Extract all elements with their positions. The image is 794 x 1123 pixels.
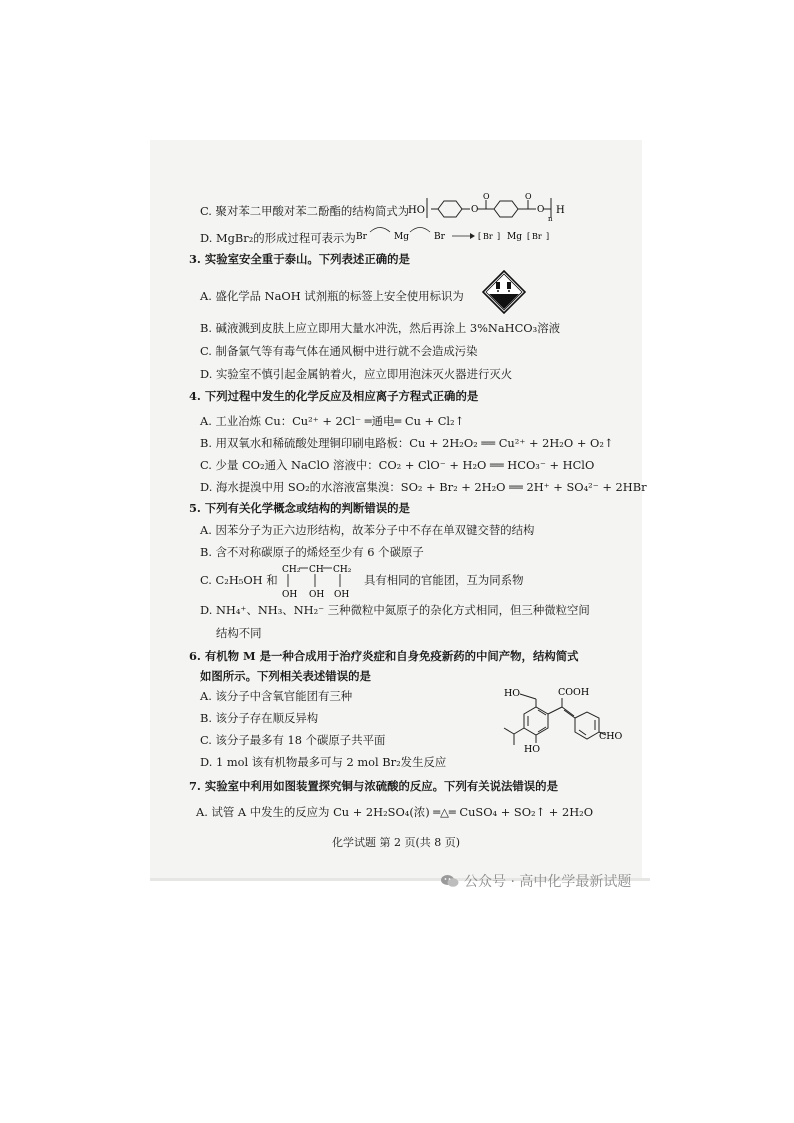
svg-text:O: O bbox=[537, 205, 545, 215]
svg-text:CHO: CHO bbox=[599, 731, 623, 742]
page-footer: 化学试题 第 2 页(共 8 页) bbox=[332, 836, 461, 849]
q5-option-c-tail: 具有相同的官能团，互为同系物 bbox=[364, 573, 524, 587]
q3-option-c: C. 制备氯气等有毒气体在通风橱中进行就不会造成污染 bbox=[200, 344, 478, 358]
q6-option-b: B. 该分子存在顺反异构 bbox=[200, 711, 319, 725]
svg-text:HO: HO bbox=[408, 205, 425, 216]
svg-text:CH₂: CH₂ bbox=[282, 565, 301, 575]
corrosive-hazard-icon bbox=[482, 270, 526, 314]
svg-text:]: ] bbox=[497, 232, 501, 241]
q5-option-c-lead: C. C₂H₅OH 和 bbox=[200, 573, 278, 587]
q7-option-a: A. 试管 A 中发生的反应为 Cu + 2H₂SO₄(浓) ═△═ CuSO₄ + SO₂↑ + 2H₂O bbox=[196, 805, 594, 819]
watermark: 公众号 · 高中化学最新试题 bbox=[440, 871, 631, 891]
svg-text:Br: Br bbox=[483, 232, 493, 241]
wechat-icon bbox=[440, 874, 460, 888]
svg-text:CH₂: CH₂ bbox=[333, 565, 352, 575]
q6-stem: 6. 有机物 M 是一种合成用于治疗炎症和自身免疫新药的中间产物，结构简式 bbox=[189, 649, 579, 663]
svg-text:O: O bbox=[471, 205, 479, 215]
q4-stem: 4. 下列过程中发生的化学反应及相应离子方程式正确的是 bbox=[189, 389, 479, 403]
q3-option-d: D. 实验室不慎引起金属钠着火，应立即用泡沫灭火器进行灭火 bbox=[200, 367, 513, 381]
q5-option-a: A. 因苯分子为正六边形结构，故苯分子中不存在单双键交替的结构 bbox=[200, 523, 535, 537]
svg-text:[: [ bbox=[478, 232, 482, 241]
q4-option-d: D. 海水提溴中用 SO₂的水溶液富集溴：SO₂ + Br₂ + 2H₂O ══ 2H⁺ + SO₄²⁻ + 2HBr bbox=[200, 480, 647, 494]
q3-option-a: A. 盛化学品 NaOH 试剂瓶的标签上安全使用标识为 bbox=[200, 289, 464, 303]
q6-option-a: A. 该分子中含氧官能团有三种 bbox=[200, 689, 353, 703]
svg-text:Mg: Mg bbox=[394, 232, 409, 242]
svg-text:]: ] bbox=[546, 232, 550, 241]
svg-text:Br: Br bbox=[356, 232, 367, 242]
svg-text:Br: Br bbox=[434, 232, 445, 242]
svg-text:CH: CH bbox=[309, 565, 324, 575]
compound-m-structure bbox=[498, 682, 628, 774]
svg-text:OH: OH bbox=[309, 590, 325, 600]
svg-text:n: n bbox=[548, 215, 553, 223]
svg-text:HO: HO bbox=[524, 744, 541, 755]
q4-option-a: A. 工业冶炼 Cu：Cu²⁺ + 2Cl⁻ ═通电═ Cu + Cl₂↑ bbox=[200, 414, 465, 428]
q3-option-b: B. 碱液溅到皮肤上应立即用大量水冲洗，然后再涂上 3%NaHCO₃溶液 bbox=[200, 321, 560, 335]
svg-text:O: O bbox=[525, 192, 532, 201]
svg-text:Mg: Mg bbox=[507, 232, 522, 242]
q5-option-d: D. NH₄⁺、NH₃、NH₂⁻ 三种微粒中氮原子的杂化方式相同，但三种微粒空间 bbox=[200, 603, 590, 617]
q2-option-c: C. 聚对苯二甲酸对苯二酚酯的结构简式为 bbox=[200, 204, 410, 218]
svg-text:Br: Br bbox=[532, 232, 542, 241]
q5-stem: 5. 下列有关化学概念或结构的判断错误的是 bbox=[189, 501, 410, 515]
q4-option-b: B. 用双氧水和稀硫酸处理铜印刷电路板：Cu + 2H₂O₂ ══ Cu²⁺ + 2H₂O + O₂↑ bbox=[200, 436, 614, 450]
q7-stem: 7. 实验室中利用如图装置探究铜与浓硫酸的反应。下列有关说法错误的是 bbox=[189, 779, 558, 793]
svg-text:[: [ bbox=[527, 232, 531, 241]
q3-stem: 3. 实验室安全重于泰山。下列表述正确的是 bbox=[189, 252, 410, 266]
svg-text:OH: OH bbox=[334, 590, 350, 600]
q4-option-c: C. 少量 CO₂通入 NaClO 溶液中：CO₂ + ClO⁻ + H₂O ══ HCO₃⁻ + HClO bbox=[200, 458, 595, 472]
q5-option-d-cont: 结构不同 bbox=[216, 626, 262, 640]
mgbr2-formation-diagram bbox=[356, 223, 566, 247]
svg-text:COOH: COOH bbox=[558, 687, 590, 698]
q5-option-b: B. 含不对称碳原子的烯烃至少有 6 个碳原子 bbox=[200, 545, 424, 559]
svg-text:H: H bbox=[556, 205, 565, 216]
q6-option-d: D. 1 mol 该有机物最多可与 2 mol Br₂发生反应 bbox=[200, 755, 447, 769]
q6-option-c: C. 该分子最多有 18 个碳原子共平面 bbox=[200, 733, 386, 747]
svg-text:HO: HO bbox=[504, 688, 521, 699]
svg-text:O: O bbox=[483, 192, 490, 201]
polyester-structure bbox=[408, 192, 608, 224]
q6-stem-cont: 如图所示。下列相关表述错误的是 bbox=[200, 669, 371, 683]
svg-text:OH: OH bbox=[282, 590, 298, 600]
q2-option-d: D. MgBr₂的形成过程可表示为 bbox=[200, 231, 356, 245]
glycerol-structure bbox=[281, 560, 365, 600]
